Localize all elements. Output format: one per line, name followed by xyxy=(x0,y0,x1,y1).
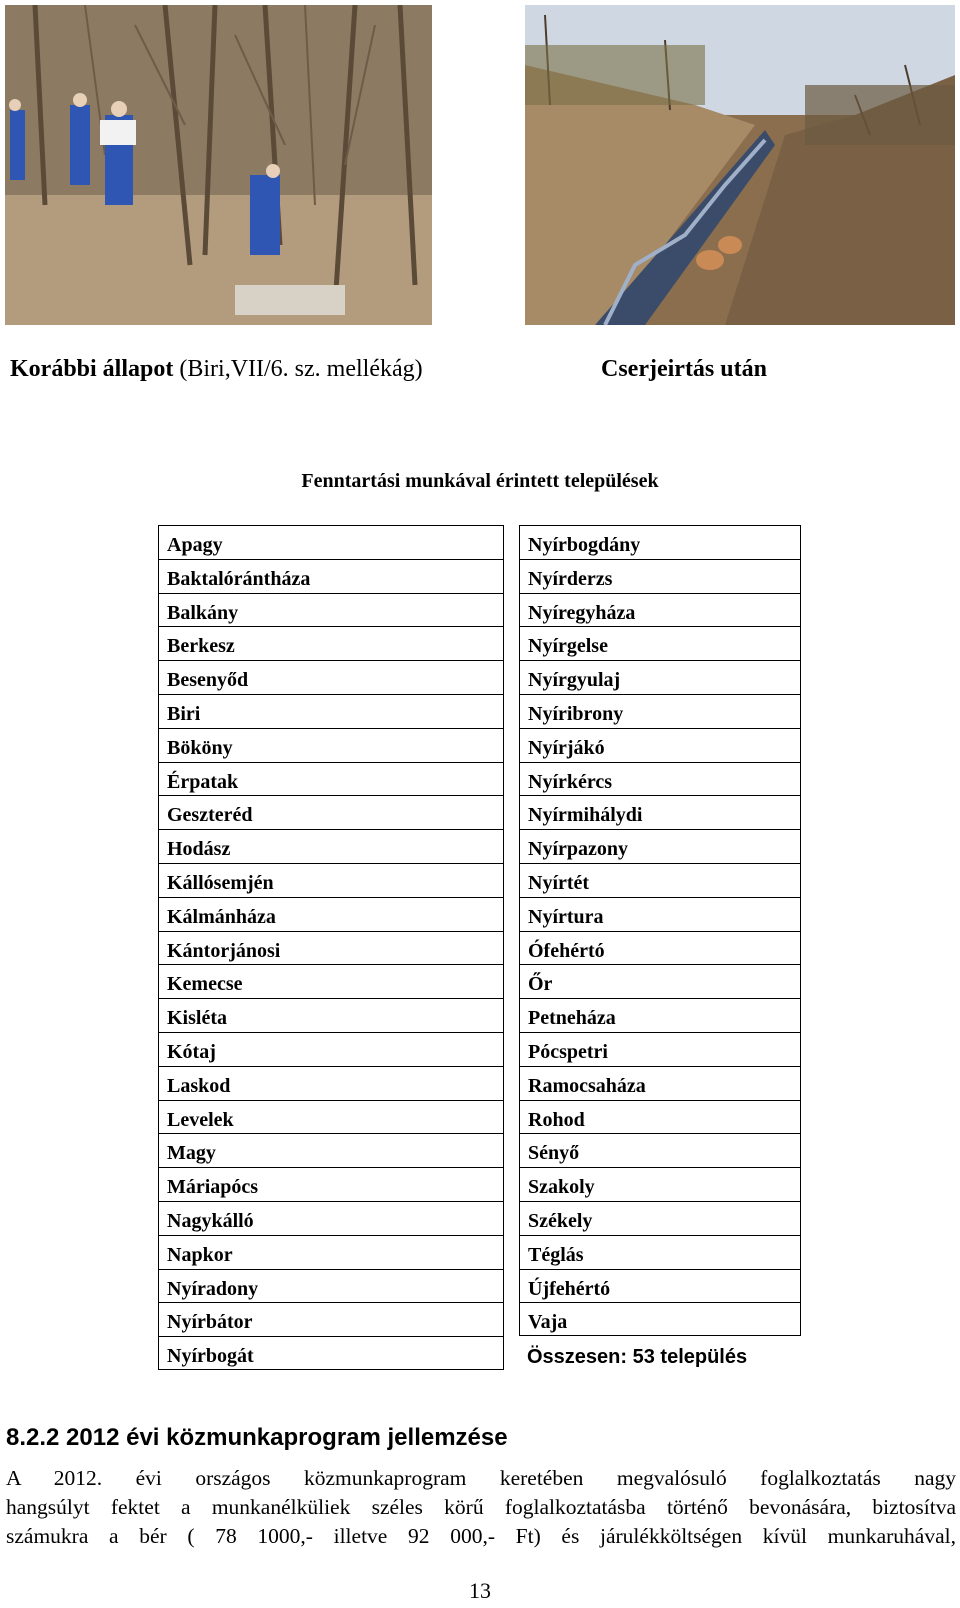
settlement-cell: Nyírtét xyxy=(519,863,801,897)
body-paragraph xyxy=(6,1464,956,1551)
settlement-cell: Kemecse xyxy=(158,964,504,998)
settlement-cell: Téglás xyxy=(519,1235,801,1269)
photo-before-clearing xyxy=(5,5,432,325)
caption-after: Cserjeirtás után xyxy=(601,356,767,382)
page-number: 13 xyxy=(469,1578,491,1603)
settlement-cell: Nyírderzs xyxy=(519,559,801,593)
settlement-cell: Berkesz xyxy=(158,626,504,660)
settlement-cell: Biri xyxy=(158,694,504,728)
caption-before-detail: (Biri,VII/6. sz. mellékág) xyxy=(173,356,423,382)
settlement-cell: Nyírgelse xyxy=(519,626,801,660)
settlement-cell: Újfehértó xyxy=(519,1269,801,1303)
settlement-cell: Petneháza xyxy=(519,998,801,1032)
photo-after-clearing xyxy=(525,5,955,325)
body-line: számukra a bér ( 78 1000,- illetve 92 000,- Ft) és járulékköltségen kívül munkaruhával, xyxy=(6,1524,956,1548)
caption-before-bold: Korábbi állapot xyxy=(10,356,174,382)
settlement-cell: Kállósemjén xyxy=(158,863,504,897)
settlement-cell: Nyírtura xyxy=(519,897,801,931)
settlement-cell: Magy xyxy=(158,1133,504,1167)
settlement-cell: Vaja xyxy=(519,1302,801,1336)
settlements-column-right xyxy=(519,525,801,1336)
body-line: hangsúlyt fektet a munkanélküliek széles körű foglalkoztatásba történő bevonására, biztosítva xyxy=(6,1495,956,1519)
settlement-cell: Nyírbátor xyxy=(158,1302,504,1336)
settlement-cell: Besenyőd xyxy=(158,660,504,694)
settlement-cell: Sényő xyxy=(519,1133,801,1167)
settlement-cell: Levelek xyxy=(158,1100,504,1134)
settlement-cell: Nyíregyháza xyxy=(519,593,801,627)
table-title: Fenntartási munkával érintett települések xyxy=(301,470,659,492)
settlement-cell: Kisléta xyxy=(158,998,504,1032)
settlement-cell: Ramocsaháza xyxy=(519,1066,801,1100)
settlement-cell: Nagykálló xyxy=(158,1201,504,1235)
settlement-cell: Ófehértó xyxy=(519,931,801,965)
settlement-cell: Baktalórántháza xyxy=(158,559,504,593)
settlement-cell: Nyírjákó xyxy=(519,728,801,762)
settlement-cell: Napkor xyxy=(158,1235,504,1269)
body-line: A 2012. évi országos közmunkaprogram keretében megvalósuló foglalkoztatás nagy xyxy=(6,1466,956,1490)
section-heading: 8.2.2 2012 évi közmunkaprogram jellemzése xyxy=(6,1424,508,1451)
settlement-cell: Balkány xyxy=(158,593,504,627)
settlements-total: Összesen: 53 település xyxy=(527,1346,748,1368)
settlement-cell: Hodász xyxy=(158,829,504,863)
settlement-cell: Bököny xyxy=(158,728,504,762)
settlement-cell: Szakoly xyxy=(519,1167,801,1201)
settlement-cell: Geszteréd xyxy=(158,795,504,829)
settlement-cell: Laskod xyxy=(158,1066,504,1100)
settlement-cell: Nyírgyulaj xyxy=(519,660,801,694)
settlement-cell: Nyíribrony xyxy=(519,694,801,728)
settlement-cell: Nyírbogát xyxy=(158,1336,504,1370)
settlement-cell: Kálmánháza xyxy=(158,897,504,931)
settlements-column-left xyxy=(158,525,504,1370)
settlement-cell: Nyírmihálydi xyxy=(519,795,801,829)
settlement-cell: Kótaj xyxy=(158,1032,504,1066)
settlement-cell: Székely xyxy=(519,1201,801,1235)
settlement-cell: Pócspetri xyxy=(519,1032,801,1066)
settlement-cell: Érpatak xyxy=(158,762,504,796)
caption-before xyxy=(10,356,423,383)
settlement-cell: Őr xyxy=(519,964,801,998)
settlement-cell: Nyírbogdány xyxy=(519,525,801,559)
settlement-cell: Nyíradony xyxy=(158,1269,504,1303)
settlement-cell: Máriapócs xyxy=(158,1167,504,1201)
settlement-cell: Nyírpazony xyxy=(519,829,801,863)
settlement-cell: Rohod xyxy=(519,1100,801,1134)
settlement-cell: Apagy xyxy=(158,525,504,559)
settlement-cell: Kántorjánosi xyxy=(158,931,504,965)
settlement-cell: Nyírkércs xyxy=(519,762,801,796)
